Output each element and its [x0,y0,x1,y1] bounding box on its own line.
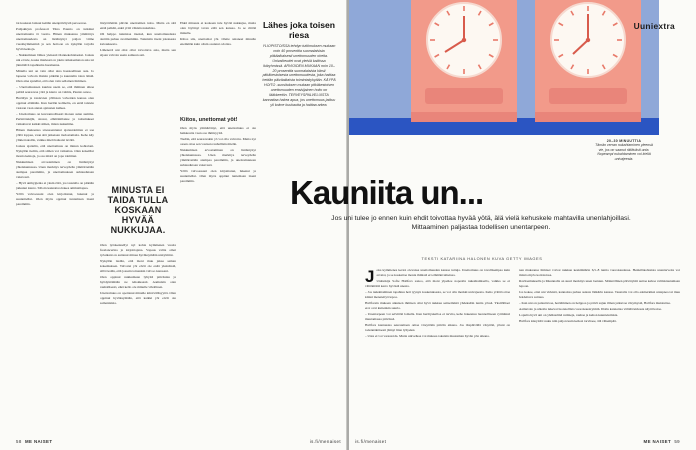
paragraph: Olen myös ymmärtänyt, että unettomuus ei ole heikkoutta vaan osa ihmisyyttä. [180,126,256,135]
paragraph: Pohjakirjan professori Tiina Paunio on tutkinut unettomuutta tä vuotta. Hänen mukaansa ymmärrys unettomuudesta on lisääntynyt paljon viime vuosikymmeninä ja sen hoitoon on nykyään tarjolla hyviä keinoja. [16,27,94,51]
paragraph: Aamuvalo ja ulkoilu tukevat luonnollista vuorokausirytmiä. Illalla kannattaa välttää kirkasta näyttövaloa. [519,307,662,311]
paragraph: Lopulta hyvä uni on yhdistelmä rutiineja, rauhaa ja kehon kuuntelemista. [519,313,619,317]
paragraph: tai koskaan lainaut ketään unenpäiväystä persoonaa. [16,21,87,25]
paragraph: – Unentarpeen voi selvittää lomalla. Kun herätyskelloa ei tarvita, keho hakeutuu luonnolliseen rytmiinsä muutamassa päivässä. [365,312,510,321]
alarm-clocks-photo [349,0,659,135]
paragraph: Nykyään tiedän, että moni muu jakaa saman kokemuksen. Valvotut yöt eivät ole enää yksinäisiä, sillä tiedän, että jossain toinenkin valvoo kanssani. [100,259,176,273]
paragraph: Heräilyn ja toistuvien yöllisten valveiden kanssa olen oppinut elämään. Kun herään kolmelta, en enää taistele vastaan vaan annan ajatusten kulkea. [16,96,94,110]
magazine-name: ME NAISET [643,439,672,444]
paragraph: – Nukkumisen lähtee yleisesti tilannekohtaiseksi. Joskus uni ei tule, koska mielessä on jokin ratkaisematon asia tai jännittävä tapahtuma huomenna. [16,53,94,67]
paragraph: Oli helppo tunnistaa itsensä, kun unettomuudesta alettiin puhua avoimemmin. Tunnistin itseni jokaisesta kuvauksesta. [100,32,176,46]
article-credit: TEKSTI KATARIINA HALONEN KUVA GETTY IMAGES [421,256,543,261]
paragraph: – Kun uni on palauttavaa, herääminen on helppoa ja päivä sujuu ilman jatkuvaa väsymystä, Hallfors muistuttaa. [519,301,671,305]
drop-cap: J [365,268,375,286]
right-column-2 [519,268,680,433]
paragraph: Unettomuus on opettanut minulle kärsivällisyyttä. Olen oppinut hyväksymään, että kaikki yöt eivät ole samanlaisia. [100,291,176,305]
paragraph: Ravitsemuksella ja liikunnalla on suuri merkitys unen laatuun. Säännöllinen päivärytmi auttaa kehoa valmistautumaan lepoon. [519,279,680,288]
paragraph: Hänen mukaansa stressaantunut ajatustoiminta ei saa yöllä loppua, vaan sitä jatketaan tiedostamatta. Keho käy ylikierroksilla, vaikka mieli haluaisi levätä. [16,128,94,142]
left-column-2-bottom [100,243,176,435]
paragraph: – Unettomuus on kuvaannollisesti monen asian summa. Perintötekijät, stressi, elämäntilanne ja tottumukset vaikuttavat kaikki siihen, miten nukumme. [16,112,94,126]
paragraph: Olen työskennellyt nyt kohta kymmenen vuotta freelancerina ja kirjoittajana. Vapaus valita omat työaikani on auttanut minua hyväksymään unirytmini. [100,243,176,257]
left-folio-url: is.fi/menaiset [309,439,341,444]
paragraph: – Unettomuuteen kuuluu usein se, että ihminen alkaa pelätä seuraavaa yötä ja kierre on valmis, Paunio sanoo. [16,85,94,94]
left-column-2-top [100,21,176,176]
paragraph: Minulla uni on vain ollut aina haasteellinen asia. Jo lapsena valvoin iltaisin pitkään ja kuuntelin talon ääniä. Olen aina ajatellut, että olen vain sellainen ihminen. [16,69,94,83]
paragraph: Ehkä minusta ei koskaan tule hyvää nukkujaa, mutta olen löytänyt tavan elää sen kanssa. Ja se riittää minulle. [180,21,256,35]
section-label: Uuniextra [633,21,675,31]
right-folio-url: is.fi/menaiset [355,439,387,444]
magazine-name: ME NAISET [24,439,53,444]
paragraph: Hallfors kannustaa seuraamaan omaa vireyttään päivän aikana. Jos iltapäivällä väsyttää, yöuni on todennäköisesti jäänyt liian lyhyeksi. [365,323,510,332]
paragraph: Yöllä valvoessani olen kirjoittanut, lukenut ja suunnitellut. Olen myös oppinut tuntemaan itseni paremmin. [180,169,256,183]
clock-illustration [349,0,659,135]
paragraph: lintyöttömän päivän unettomien tulos. Mutta en sitä enää pelkää, enkä yritä väkisin nukahtaa. [100,21,176,30]
left-column-3-top [180,21,256,115]
photo-caption [592,139,656,161]
paragraph: Kiitos siis, unettomat yöt. Olette antaneet minulle enemmän kuin olisin osannut odottaa. [180,37,256,46]
subheading: Kiitos, unettomat yöt! [180,117,238,123]
caption-heading: 20–30 MINUUTTIA [606,139,642,143]
page-number: 58 [16,439,22,444]
paragraph: – Hyvä unihygienia ei yksin riitä, jos taustalla on pitkään jatkunut kierre. Silloin kannattaa hakea ammattiapua. [16,181,94,190]
caption-text: Tämän verran nukahtaminen yleensä vie, jos on saanut riittävästi unta. Nopeampi nukahtaminen voi kieliä univajeesta. [595,143,653,161]
right-column-1 [365,268,510,433]
right-folio [644,439,680,444]
alarm-clock-left [411,0,517,122]
left-column-3-bottom [180,126,256,435]
paragraph: Yöllä valvoessani olen kirjoittanut, lukenut ja suunnitellut. Olen myös oppinut tuntemaan itseni paremmin. [16,192,94,206]
paragraph: Nukkumisen arvostaminen on lisääntynyt yhteiskunnassa. Unen merkitys terveydelle ymmärretään aiempaa paremmin, ja unettomuuteen suhtaudutaan vakavasti. [180,148,256,167]
paragraph: nen mukaansa ihmiset voivat nukkua keskimäärin 6,5–8 tuntia vuorokaudessa. Henkilökohtaista unentarvetta voi mitata myös kotioloissa. [519,268,680,277]
sidebar-box [262,21,336,108]
paragraph: Hallforsin mukaan aikuisen ihmisen olisi hyvä nukkua seitsemästä yhdeksään tuntia yössä. Yksilölliset erot ovat kuitenkin suuria. [365,301,510,310]
paragraph: – Jos nukahtaminen tapahtuu heti tyynyn kosketuksesta, se voi olla merkki univajeesta. Keho yrittää ottaa kiinni menetettyä lepoa. [365,290,510,299]
pull-quote: MINUSTA EI TAIDA TULLA KOSKAAN HYVÄÄ NUKKUJAA. [107,185,169,235]
paragraph: Unitutkija Sofie Hallfors sanoo, että moni ylpeilee nopealla nukahtamisella, vaikka se ei välttämättä kerro hyvästä unesta. [365,279,510,288]
paragraph: Olen oppinut nukkumaan lyhyitä päiväunia ja hyödyntämään ne tehokkaasti. Aamuisin otan rauhallisesti, eikä kello ole minulle vihollinen. [100,275,176,289]
left-column-1 [16,21,94,435]
left-folio [16,439,52,444]
paragraph: Hallfors kiteyttää: nuku niin paljon kuin kehosi tarvitsee, älä vähempää. [519,319,617,323]
sidebar-text: YLIOPISTOISSA tehdyn tutkimuksen mukaan noin 40 prosenttia suomalaisista pitkäaikaisesti unettomuuden oireita. Univaikeudet ovat yleisiä kaikissa ikäryhmissä. ARVIOIDEN MUKAAN noin 10–20 prosenttia suomalaisista kärsii pitkäkestoisesta unettomuudesta, joka haittaa heidän päiväaikaista toimintakykyään. KÄYPÄ HOITO -suosituksen mukaan pitkäkestoisen unettomuuden ensisijainen hoito on lääkkeetön. TERVEYSPALVELUISTA kannattaa hakea apua, jos unettomuus jatkuu yli kolme kuukautta ja haittaa arkea. [262,44,336,107]
paragraph: Lähenevä uni olisi ollut toivottava asia, mutta sen sijaan valvoin usein aamuun asti. [100,48,176,57]
alarm-clock-right [535,0,641,122]
page-number: 59 [674,439,680,444]
article-headline: Kauniita un... [290,174,484,211]
article-deck: Jos uni tulee jo ennen kuin ehdit toivottaa hyvää yötä, älä vielä kehuskele mahtavilla unenlahjoillasi. Mittaaminen paljastaa todellisen unentarpeen. [331,215,631,231]
paragraph: Tiedän, että seuraavakin yö voi olla valvottu. Mutta nyt osaan ottaa sen vastaan rauhallisin mielin. [180,137,256,146]
left-page [0,0,347,450]
paragraph: Nukkumisen arvostaminen on lisääntynyt yhteiskunnassa. Unen merkitys terveydelle ymmärretään aiempaa paremmin, ja unettomuuteen suhtaudutaan vakavasti. [16,160,94,179]
sidebar-heading: Lähes joka toisen riesa [262,20,336,40]
paragraph: Joskus ajattelin, että unettomuus on minun kohtaloni. Nykyään tiedän, että siihen voi vaikuttaa. Olen kokeillut monia keinoja, ja osa niistä on jopa toiminut. [16,144,94,158]
paragraph: Jos kokee, ettei uni virkistä, kannattaa puhua asiasta lääkärin kanssa. Taustalla voi olla esimerkiksi uniapnea tai muu hoidettava sairaus. [519,290,680,299]
paragraph: oka kymmenes kertoi olevansa unettomuuden kanssa tuttuja. Unettomuus on tavallisempaa kuin arvaisi, ja se koskettaa monia ihmisiä eri elämänvaiheissa. [376,268,510,277]
paragraph: – Unta ei voi varastoida. Mutta univelkaa voi maksaa takaisin muutaman hyvän yön aikana. [365,334,490,338]
